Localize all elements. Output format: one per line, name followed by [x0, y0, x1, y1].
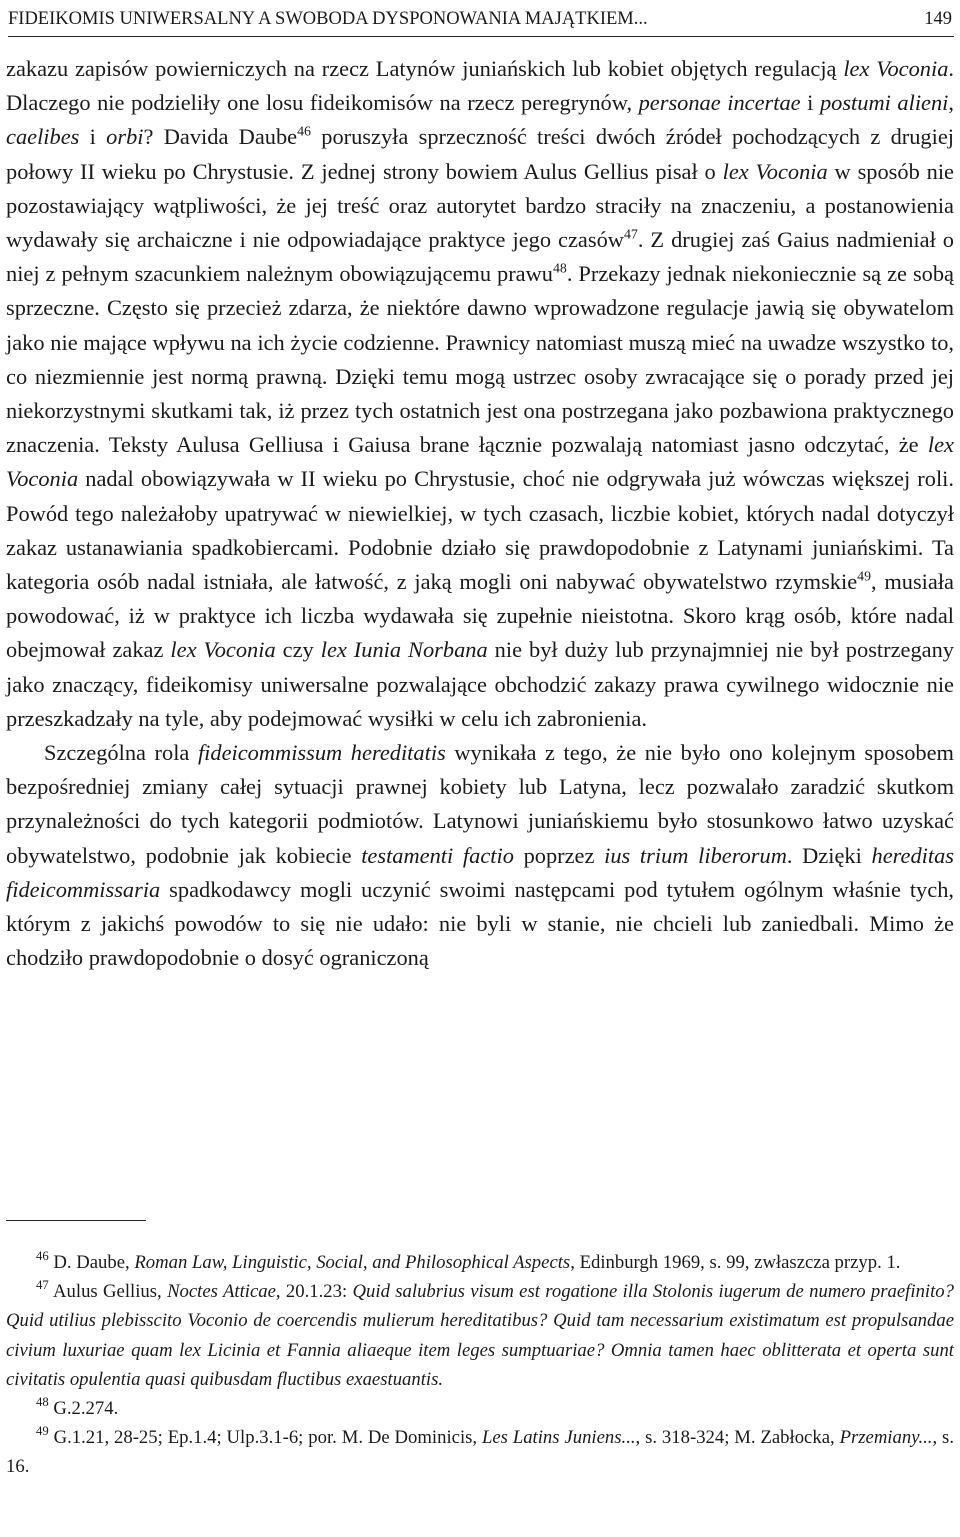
text-run: i — [800, 90, 820, 116]
italic-term: orbi — [106, 124, 144, 150]
text-run: spadkodawcy mogli uczynić swoimi następcami pod tytułem ogólnym właśnie tych, którym z jakichś powodów to się nie udało: nie byli w stanie, nie chcieli lub zaniedbali. Mimo że chodziło prawdopodobnie o dosyć ograniczoną — [6, 876, 954, 971]
text-run: , s. 318-324; M. Zabłocka, — [635, 1427, 840, 1449]
italic-quote: Quid salubrius visum est rogatione illa Stolonis iugerum de numero praefinito? Quid utilius plebisscito Voconio de coercendis mulierum hereditatibus? Quid tam necessarium existimatum est propulsandae civium luxuriae quam lex Licinia et Fannia aliaeque item leges sumptuariae? Omnia tamen haec oblitterata et operta sunt civitatis opulentia quasi quibusdam fluctibus exaestuantis. — [6, 1281, 954, 1390]
italic-title: Roman Law, Linguistic, Social, and Philosophical Aspects — [134, 1252, 571, 1273]
italic-term: lex Voconia — [6, 432, 954, 492]
footnote-49 — [6, 1423, 954, 1481]
text-run: , Edinburgh 1969, s. 99, zwłaszcza przyp. 1. — [570, 1252, 901, 1273]
text-run: G.1.21, 28-25; Ep.1.4; Ulp.3.1-6; por. M. De Dominicis, — [48, 1427, 482, 1449]
text-run: , — [948, 90, 954, 116]
italic-title: Les Latins Juniens... — [481, 1427, 636, 1449]
main-text — [6, 52, 954, 975]
footnote-ref-48[interactable]: 48 — [552, 261, 567, 277]
text-run: nie był duży lub przynajmniej nie był postrzegany jako znaczący, fideikomisy uniwersalne pozwalające obchodzić zakazy prawa cywilnego widocznie nie przeszkadzały na tyle, aby podejmować wysiłki w celu ich zabronienia. — [6, 637, 954, 731]
text-run: . Z drugiej zaś Gaius nadmieniał o niej z pełnym szacunkiem należnym obowiązującemu prawu — [6, 227, 954, 287]
footnote-separator — [6, 1220, 146, 1221]
footnote-ref-47[interactable]: 47 — [623, 227, 638, 243]
italic-term: testamenti factio — [361, 842, 514, 868]
text-run: w sposób nie pozostawiający wątpliwości, że jej treść oraz autorytet bardzo straciły na znaczeniu, a postanowienia wydawały się archaiczne i nie odpowiadające praktyce jego czasów — [6, 158, 954, 253]
footnote-number: 47 — [36, 1278, 49, 1293]
italic-term: lex Iunia Norbana — [320, 637, 488, 663]
italic-term: ius trium liberorum — [604, 842, 787, 868]
footnote-48 — [6, 1394, 954, 1423]
italic-term: lex Voconia — [843, 56, 949, 81]
paragraph-2 — [6, 736, 954, 975]
footnote-number: 46 — [36, 1249, 49, 1264]
footnote-ref-46[interactable]: 46 — [297, 124, 311, 140]
italic-term: postumi alieni — [819, 90, 949, 116]
text-run: wynikała z tego, że nie było ono kolejnym sposobem bezpośredniej zmiany całej sytuacji prawnej kobiety lub Latyna, lecz pozwalało zaradzić skutkom przynależności do tych kategorii podmiotów. Latynowi juniańskiemu było stosunkowo łatwo uzyskać obywatelstwo, podobnie jak kobiecie — [6, 740, 954, 868]
text-run: . Przekazy jednak niekoniecznie są ze sobą sprzeczne. Często się przecież zdarza, że niektóre dawno wprowadzone regulacje jawią się obywatelom jako nie mające wpływu na ich życie codzienne. Prawnicy natomiast muszą mieć na uwadze wszystko to, co niezmiennie jest normą prawną. Dzięki temu mogą ustrzec osoby zwracające się o porady przed jej niekorzystnymi skutkami tak, iż przez tych ostatnich jest ona postrzegana jako pozbawiona praktycznego znaczenia. Teksty Aulusa Gelliusa i Gaiusa brane łącznie pozwalają natomiast jasno odczytać, że — [6, 261, 954, 458]
footnotes — [6, 1248, 954, 1482]
text-run: Aulus Gellius, — [48, 1281, 168, 1303]
italic-term: caelibes — [6, 124, 80, 150]
footnote-46 — [6, 1248, 954, 1277]
text-run: D. Daube, — [48, 1252, 135, 1273]
footnote-ref-49[interactable]: 49 — [857, 569, 872, 585]
footnote-number: 49 — [36, 1424, 49, 1439]
text-run: , s. 16. — [6, 1427, 954, 1478]
italic-term: personae incertae — [638, 90, 801, 116]
text-run: poruszyła sprzeczność treści dwóch źródeł pochodzących z drugiej połowy II wieku po Chrystusie. Z jednej strony bowiem Aulus Gellius pisał o — [6, 124, 955, 184]
text-run: . Dzięki — [786, 842, 872, 868]
text-run: zakazu zapisów powierniczych na rzecz Latynów juniańskich lub kobiet objętych regulacją — [6, 56, 844, 81]
text-run: , 20.1.23: — [275, 1281, 353, 1303]
page-number: 149 — [924, 9, 952, 29]
italic-term: lex Voconia — [722, 158, 828, 184]
italic-term: fideicommissum hereditatis — [197, 740, 446, 766]
text-run: G.2.274. — [48, 1398, 119, 1420]
footnote-47 — [6, 1277, 954, 1394]
running-title: FIDEIKOMIS UNIWERSALNY A SWOBODA DYSPONOWANIA MAJĄTKIEM... — [8, 9, 648, 29]
text-run: czy — [275, 637, 321, 663]
italic-title: Noctes Atticae — [167, 1281, 276, 1303]
text-run: nadal obowiązywała w II wieku po Chrystusie, choć nie odgrywała już wówczas większej roli. Powód tego należałoby upatrywać w niewielkiej, w tych czasach, liczbie kobiet, których nadal dotyczył zakaz ustanawiania spadkobiercami. Podobnie działo się prawdopodobnie z Latynami juniańskimi. Ta kategoria osób nadal istniała, ale łatwość, z jaką mogli oni nabywać obywatelstwo rzymskie — [6, 466, 954, 595]
italic-term: lex Voconia — [170, 637, 276, 663]
italic-title: Przemiany... — [839, 1427, 933, 1449]
text-run: ? Davida Daube — [143, 124, 298, 150]
text-run: , musiała powodować, iż w praktyce ich liczba wydawała się zupełnie nieistotna. Skoro krąg osób, które nadal obejmował zakaz — [6, 569, 954, 663]
footnote-number: 48 — [36, 1395, 49, 1410]
italic-term: hereditas fideicommissaria — [6, 842, 954, 902]
text-run: Szczególna rola — [44, 740, 198, 766]
text-run: poprzez — [513, 842, 605, 868]
paragraph-1 — [6, 52, 954, 736]
running-header — [8, 4, 954, 37]
text-run: . Dlaczego nie podzieliły one losu fideikomisów na rzecz peregrynów, — [6, 56, 954, 116]
text-run: i — [79, 124, 107, 150]
